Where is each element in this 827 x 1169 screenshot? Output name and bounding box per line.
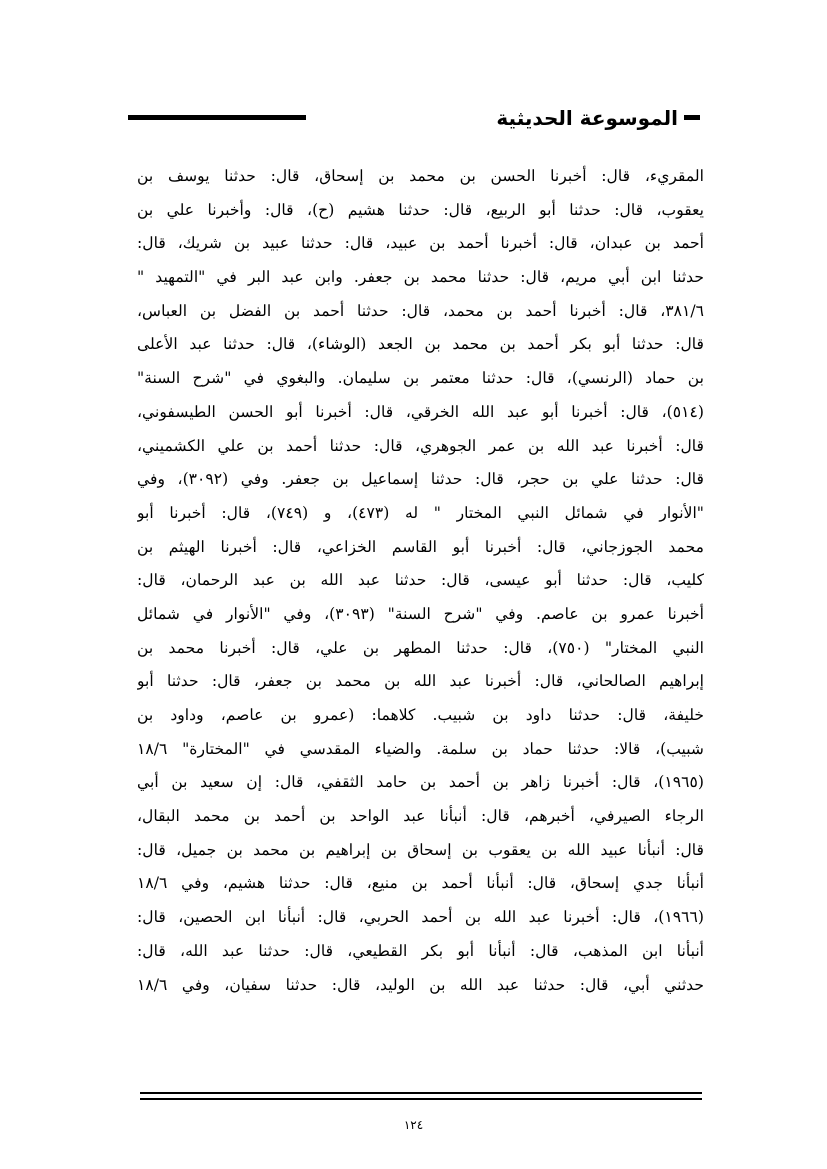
text-line: (٥١٤)، قال: أخبرنا أبو عبد الله الخرقي، قال: أخبرنا أبو الحسن الطيسفوني، (137, 402, 704, 421)
text-line: قال: حدثنا أبو بكر أحمد بن محمد بن الجعد (الوشاء)، قال: حدثنا عبد الأعلى (137, 335, 704, 354)
text-line: أخبرنا عمرو بن عاصم. وفي "شرح السنة" (٣٠٩٣)، وفي "الأنوار في شمائل (137, 604, 704, 623)
page-header (128, 104, 700, 134)
text-line: أنبأنا جدي إسحاق، قال: أنبأنا أحمد بن منيع، قال: حدثنا هشيم، وفي ١٨/٦ (137, 874, 704, 893)
text-line: الرجاء الصيرفي، أخبرهم، قال: أنبأنا عبد الواحد بن أحمد بن محمد البقال، (137, 807, 704, 826)
page-number: ١٢٤ (403, 1118, 424, 1132)
text-line: "الأنوار في شمائل النبي المختار " له (٤٧٣)، و (٧٤٩)، قال: أخبرنا أبو (137, 503, 704, 522)
text-line: حدثني أبي، قال: حدثنا عبد الله بن الوليد، قال: حدثنا سفيان، وفي ١٨/٦ (137, 975, 704, 994)
text-line: خليفة، قال: حدثنا داود بن شبيب. كلاهما: (عمرو بن عاصم، وداود بن (137, 706, 704, 724)
text-line: (١٩٦٥)، قال: أخبرنا زاهر بن أحمد بن حامد الثقفي، قال: إن سعيد بن أبي (137, 773, 704, 792)
header-rule-left (128, 115, 306, 120)
footer-rule-bottom (140, 1098, 702, 1100)
text-line: قال: حدثنا علي بن حجر، قال: حدثنا إسماعيل بن جعفر. وفي (٣٠٩٢)، وفي (137, 470, 704, 489)
text-line: أحمد بن عبدان، قال: أخبرنا أحمد بن عبيد، قال: حدثنا عبيد بن شريك، قال: (137, 234, 704, 253)
body-text (137, 160, 704, 1002)
text-line: محمد الجوزجاني، قال: أخبرنا أبو القاسم الخزاعي، قال: أخبرنا الهيثم بن (137, 537, 704, 556)
header-rule-right (684, 115, 700, 120)
text-line: أنبأنا ابن المذهب، قال: أنبأنا أبو بكر القطيعي، قال: حدثنا عبد الله، قال: (137, 941, 704, 960)
text-line: النبي المختار" (٧٥٠)، قال: حدثنا المطهر بن علي، قال: أخبرنا محمد بن (137, 638, 704, 657)
footer-rule-top (140, 1092, 702, 1094)
text-line: بن حماد (الرنسي)، قال: حدثنا معتمر بن سليمان. والبغوي في "شرح السنة" (137, 369, 704, 388)
text-line: يعقوب، قال: حدثنا أبو الربيع، قال: حدثنا هشيم (ح)، قال: وأخبرنا علي بن (137, 200, 704, 219)
text-line: (١٩٦٦)، قال: أخبرنا عبد الله بن أحمد الحربي، قال: أنبأنا ابن الحصين، قال: (137, 908, 704, 927)
running-title: الموسوعة الحديثية (496, 106, 678, 130)
text-line: شبيب)، قالا: حدثنا حماد بن سلمة. والضياء المقدسي في "المختارة" ١٨/٦ (137, 739, 704, 758)
text-line: قال: أنبأنا عبيد الله بن يعقوب بن إسحاق بن إبراهيم بن محمد بن جميل، قال: (137, 840, 704, 859)
text-line: إبراهيم الصالحاني، قال: أخبرنا عبد الله بن محمد بن جعفر، قال: حدثنا أبو (137, 672, 704, 691)
text-line: حدثنا ابن أبي مريم، قال: حدثنا محمد بن جعفر. وابن عبد البر في "التمهيد " (137, 268, 704, 287)
text-line: المقريء، قال: أخبرنا الحسن بن محمد بن إسحاق، قال: حدثنا يوسف بن (137, 167, 704, 185)
text-line: ٣٨١/٦، قال: أخبرنا أحمد بن محمد، قال: حدثنا أحمد بن الفضل بن العباس، (137, 301, 704, 320)
text-line: كليب، قال: حدثنا أبو عيسى، قال: حدثنا عبد الله بن عبد الرحمان، قال: (137, 571, 704, 590)
text-line: قال: أخبرنا عبد الله بن عمر الجوهري، قال: حدثنا أحمد بن علي الكشميني، (137, 436, 704, 455)
